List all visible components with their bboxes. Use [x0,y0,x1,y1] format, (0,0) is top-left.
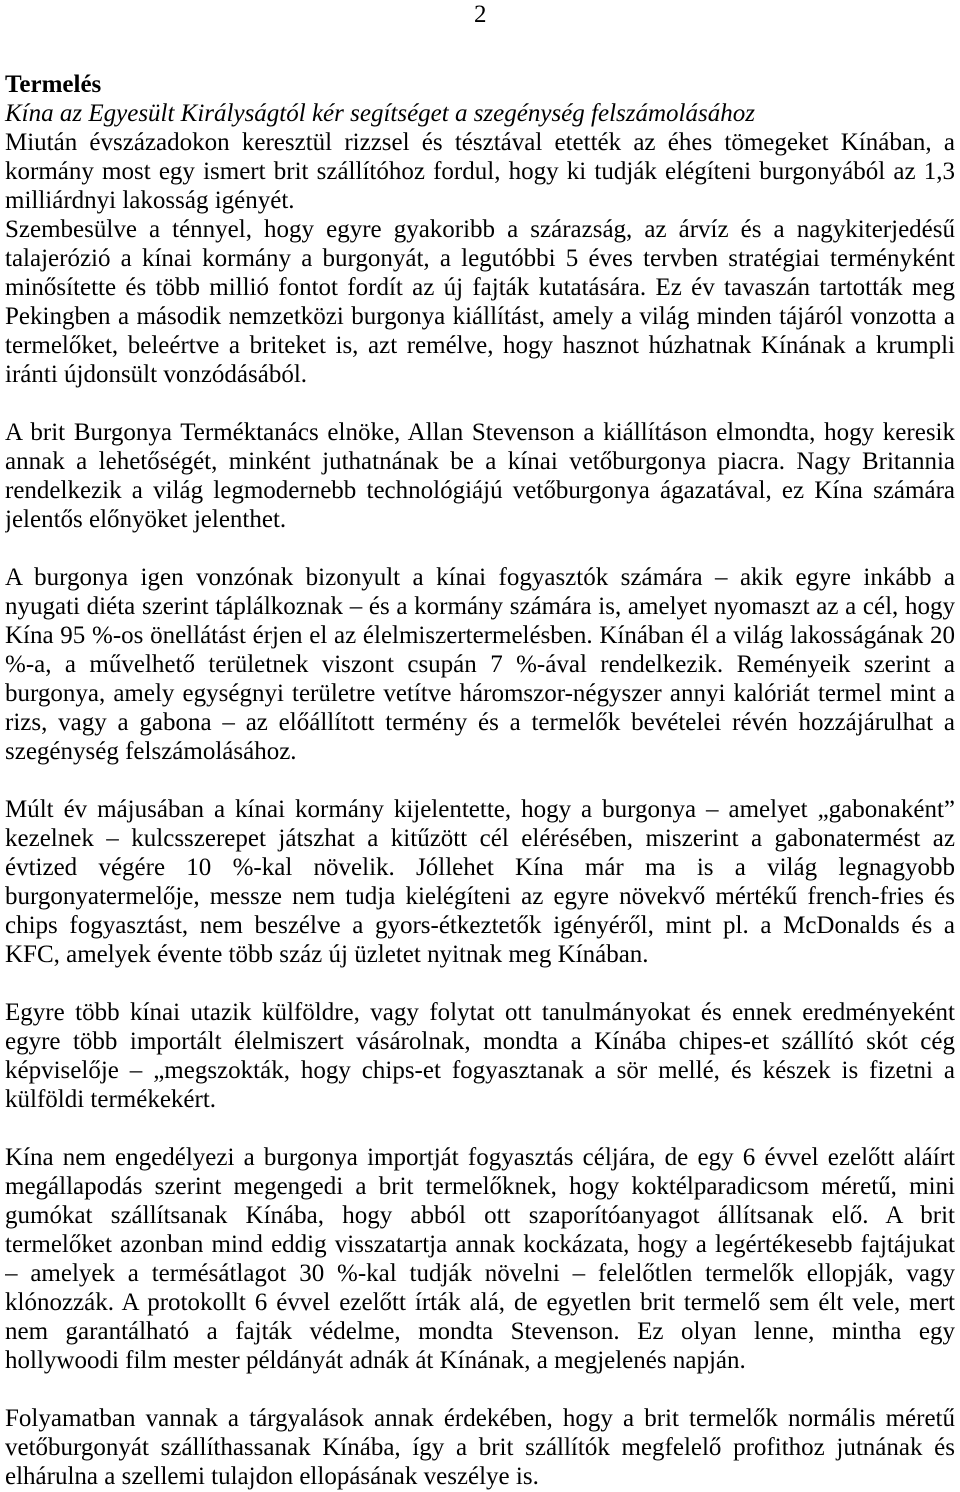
paragraph-line: rizs, vagy a gabona – az előállított termény és a termelők bevételei révén hozzájárulhat a [5,709,955,736]
paragraph-line: A burgonya igen vonzónak bizonyult a kínai fogyasztók számára – akik egyre inkább a [5,564,955,591]
paragraph-line: burgonya, amely egységnyi területre vetítve háromszor-négyszer annyi kalóriát termel mint a [5,680,955,707]
paragraph-line: elhárulna a szellemi tulajdon ellopásának veszélye is. [5,1463,539,1490]
paragraph-line: megállapodás szerint megengedi a brit termelőknek, hogy koktélparadicsom méretű, mini [5,1173,955,1200]
paragraph-line: szegénység felszámolásához. [5,738,297,765]
paragraph-6 [5,998,955,1114]
paragraph-line: – amelyek a termésátlagot 30 %-kal tudják növelni – felelőtlen termelők ellopják, vagy [5,1260,955,1287]
document-body [5,70,955,1491]
paragraph-line: nyugati diéta szerint táplálkoznak – és a kormány számára is, amelyet nyomaszt az a cél, hogy [5,593,955,620]
paragraph-line: termelőket, beleértve a briteket is, azt remélve, hogy hasznot húzhatnak Kínának a krumpli [5,332,955,359]
paragraph-line: egyre több importált élelmiszert vásárolnak, mondta a Kínába chipes-et szállító skót cég [5,1028,955,1055]
paragraph-line: talajerózió a kínai kormány a burgonyát, a legutóbbi 5 éves tervben stratégiai terményként [5,245,955,272]
paragraph-3 [5,418,955,534]
paragraph-line: képviselője – „megszokták, hogy chips-et fogyasztanak a sör mellé, és készek is fizetni a [5,1057,955,1084]
paragraph-line: évtized végére 10 %-kal növelik. Jóllehet Kína már ma is a világ legnagyobb [5,854,955,881]
paragraph-line: Szembesülve a ténnyel, hogy egyre gyakoribb a szárazság, az árvíz és a nagykiterjedésű [5,216,955,243]
paragraph-line: Múlt év májusában a kínai kormány kijelentette, hogy a burgonya – amelyet „gabonaként” [5,796,955,823]
article-subtitle: Kína az Egyesült Királyságtól kér segítséget a szegénység felszámolásához [5,100,755,127]
paragraph-line: nem garantálható a fajták védelme, mondta Stevenson. Ez olyan lenne, mintha egy [5,1318,955,1345]
paragraph-line: %-a, a művelhető területnek viszont csupán 7 %-ával rendelkezik. Reményeik szerint a [5,651,955,678]
paragraph-line: annak a lehetőségét, minként juthatnának be a kínai vetőburgonya piacra. Nagy Britannia [5,448,955,475]
paragraph-line: iránti újdonsült vonzódásából. [5,361,308,388]
paragraph-line: klónozzák. A protokollt 6 évvel ezelőtt írták alá, de egyetlen brit termelő sem élt vele, mert [5,1289,955,1316]
paragraph-line: Pekingben a második nemzetközi burgonya kiállítást, amely a világ minden tájáról vonzotta a [5,303,955,330]
paragraph-line: hollywoodi film mester példányát adnák át Kínának, a megjelenés napján. [5,1347,746,1374]
paragraph-line: jelentős előnyöket jelenthet. [5,506,287,533]
paragraph-line: chips fogyasztást, nem beszélve a gyors-étkeztetők igényéről, mint pl. a McDonalds és a [5,912,955,939]
paragraph-line: Kína nem engedélyezi a burgonya importját fogyasztás céljára, de egy 6 évvel ezelőtt aláírt [5,1144,955,1171]
paragraph-line: kormány most egy ismert brit szállítóhoz fordul, hogy ki tudják elégíteni burgonyából az 1,3 [5,158,955,185]
paragraph-5 [5,795,955,969]
paragraph-line: termelőket azonban mind eddig visszatartja annak kockázata, hogy a legértékesebb fajtájukat [5,1231,955,1258]
paragraph-line: rendelkezik a világ legmodernebb technológiájú vetőburgonya ágazatával, ez Kína számára [5,477,955,504]
paragraph-2 [5,215,955,389]
paragraph-line: Kína 95 %-os önellátást érjen el az élelmiszertermelésben. Kínában él a világ lakosságának 20 [5,622,955,649]
paragraph-line: milliárdnyi lakosság igényét. [5,187,295,214]
paragraph-line: Folyamatban vannak a tárgyalások annak érdekében, hogy a brit termelők normális méretű [5,1405,955,1432]
paragraph-line: gumókat szállítsanak Kínába, hogy abból ott szaporítóanyagot állítsanak elő. A brit [5,1202,955,1229]
paragraph-line: Egyre több kínai utazik külföldre, vagy folytat ott tanulmányokat és ennek eredményeként [5,999,955,1026]
paragraph-line: kezelnek – kulcsszerepet játszhat a kitűzött cél elérésében, miszerint a gabonatermést az [5,825,955,852]
paragraph-4 [5,563,955,766]
paragraph-8 [5,1404,955,1491]
paragraph-line: Miután évszázadokon keresztül rizzsel és tésztával etették az éhes tömegeket Kínában, a [5,129,955,156]
paragraph-line: külföldi termékekért. [5,1086,217,1113]
page-number: 2 [474,1,487,28]
paragraph-line: burgonyatermelője, messze nem tudja kielégíteni az egyre növekvő mértékű french-fries és [5,883,955,910]
paragraph-line: vetőburgonyát szállíthassanak Kínába, így a brit szállítók megfelelő profithoz jutnának és [5,1434,955,1461]
paragraph-line: minősítette és több millió fontot fordít az új fajták kutatására. Ez év tavaszán tartották meg [5,274,955,301]
paragraph-1 [5,128,955,215]
paragraph-line: KFC, amelyek évente több száz új üzletet nyitnak meg Kínában. [5,941,649,968]
section-heading: Termelés [5,71,102,98]
paragraph-line: A brit Burgonya Terméktanács elnöke, Allan Stevenson a kiállításon elmondta, hogy keresik [5,419,955,446]
paragraph-7 [5,1143,955,1375]
